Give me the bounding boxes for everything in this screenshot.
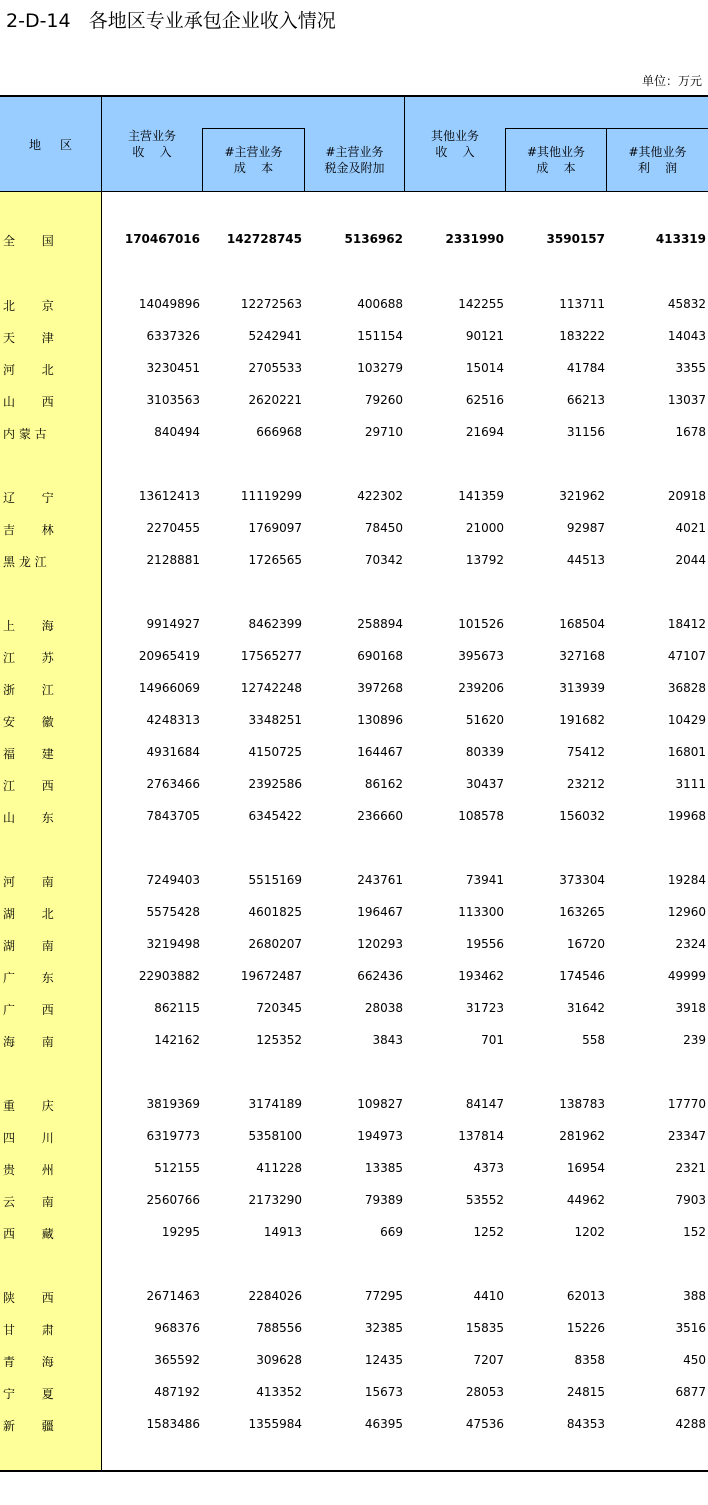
region-name: 吉 林 [3, 523, 54, 537]
value-cell: 3590157 [546, 232, 605, 246]
value-cell: 2671463 [146, 1289, 200, 1303]
value-cell: 373304 [559, 873, 605, 887]
table-row [0, 903, 708, 923]
region-name: 山 东 [3, 811, 54, 825]
value-cell: 397268 [357, 681, 403, 695]
value-cell: 142255 [458, 297, 504, 311]
header-other-cost: #其他业务 成 本 [526, 145, 586, 175]
value-cell: 701 [481, 1033, 504, 1047]
value-cell: 5515169 [248, 873, 302, 887]
value-cell: 4248313 [146, 713, 200, 727]
value-cell: 15673 [364, 1385, 403, 1399]
region-name: 内 蒙 古 [3, 427, 47, 441]
value-cell: 137814 [458, 1129, 504, 1143]
value-cell: 79389 [364, 1193, 403, 1207]
value-cell: 3230451 [146, 361, 200, 375]
region-name: 浙 江 [3, 683, 54, 697]
value-cell: 193462 [458, 969, 504, 983]
value-cell: 80339 [465, 745, 504, 759]
region-name: 安 徽 [3, 715, 54, 729]
value-cell: 788556 [256, 1321, 302, 1335]
value-cell: 4373 [473, 1161, 504, 1175]
value-cell: 92987 [566, 521, 605, 535]
value-cell: 2044 [675, 553, 706, 567]
value-cell: 29710 [364, 425, 403, 439]
value-cell: 388 [683, 1289, 706, 1303]
table-row [0, 967, 708, 987]
value-cell: 11119299 [240, 489, 302, 503]
value-cell: 47107 [667, 649, 706, 663]
table-row [0, 327, 708, 347]
header-other-income: 其他业务 收 入 [430, 129, 479, 159]
table-row-total [0, 230, 708, 250]
value-cell: 6877 [675, 1385, 706, 1399]
value-cell: 6345422 [248, 809, 302, 823]
value-cell: 1355984 [248, 1417, 302, 1431]
region-name: 贵 州 [3, 1163, 54, 1177]
region-name: 北 京 [3, 299, 54, 313]
value-cell: 78450 [364, 521, 403, 535]
value-cell: 17565277 [240, 649, 302, 663]
value-cell: 20918 [667, 489, 706, 503]
value-cell: 309628 [256, 1353, 302, 1367]
value-cell: 720345 [256, 1001, 302, 1015]
value-cell: 138783 [559, 1097, 605, 1111]
header-main-income: 主营业务 收 入 [127, 129, 176, 159]
header-subdivider [505, 128, 708, 129]
value-cell: 19295 [161, 1225, 200, 1239]
value-cell: 21000 [465, 521, 504, 535]
value-cell: 3516 [675, 1321, 706, 1335]
value-cell: 2620221 [248, 393, 302, 407]
region-name: 天 津 [3, 331, 54, 345]
header-divider [404, 97, 405, 192]
value-cell: 243761 [357, 873, 403, 887]
value-cell: 413352 [256, 1385, 302, 1399]
value-cell: 1769097 [248, 521, 302, 535]
value-cell: 862115 [154, 1001, 200, 1015]
value-cell: 422302 [357, 489, 403, 503]
value-cell: 13385 [364, 1161, 403, 1175]
table-row [0, 1095, 708, 1115]
value-cell: 19284 [667, 873, 706, 887]
value-cell: 10429 [667, 713, 706, 727]
value-cell: 669 [380, 1225, 403, 1239]
table-row [0, 1319, 708, 1339]
value-cell: 3111 [675, 777, 706, 791]
table-row [0, 1351, 708, 1371]
value-cell: 130896 [357, 713, 403, 727]
value-cell: 168504 [559, 617, 605, 631]
value-cell: 53552 [465, 1193, 504, 1207]
value-cell: 109827 [357, 1097, 403, 1111]
value-cell: 7249403 [146, 873, 200, 887]
value-cell: 3219498 [146, 937, 200, 951]
value-cell: 281962 [559, 1129, 605, 1143]
value-cell: 313939 [559, 681, 605, 695]
value-cell: 450 [683, 1353, 706, 1367]
value-cell: 31642 [566, 1001, 605, 1015]
value-cell: 4601825 [248, 905, 302, 919]
value-cell: 7843705 [146, 809, 200, 823]
value-cell: 12742248 [240, 681, 302, 695]
value-cell: 156032 [559, 809, 605, 823]
value-cell: 8358 [574, 1353, 605, 1367]
value-cell: 7207 [473, 1353, 504, 1367]
region-name: 江 西 [3, 779, 54, 793]
value-cell: 9914927 [146, 617, 200, 631]
table-row [0, 711, 708, 731]
table-row [0, 1159, 708, 1179]
value-cell: 142162 [154, 1033, 200, 1047]
value-cell: 196467 [357, 905, 403, 919]
value-cell: 3355 [675, 361, 706, 375]
region-name: 河 北 [3, 363, 54, 377]
value-cell: 365592 [154, 1353, 200, 1367]
value-cell: 7903 [675, 1193, 706, 1207]
value-cell: 30437 [465, 777, 504, 791]
region-name: 全 国 [3, 234, 54, 248]
value-cell: 18412 [667, 617, 706, 631]
value-cell: 22903882 [138, 969, 200, 983]
value-cell: 12272563 [240, 297, 302, 311]
table-row [0, 615, 708, 635]
region-name: 湖 南 [3, 939, 54, 953]
value-cell: 2705533 [248, 361, 302, 375]
table-row [0, 871, 708, 891]
table-row [0, 935, 708, 955]
value-cell: 16954 [566, 1161, 605, 1175]
value-cell: 125352 [256, 1033, 302, 1047]
value-cell: 3348251 [248, 713, 302, 727]
region-name: 青 海 [3, 1355, 54, 1369]
value-cell: 2324 [675, 937, 706, 951]
table-row [0, 1383, 708, 1403]
value-cell: 666968 [256, 425, 302, 439]
header-other-profit: #其他业务 利 润 [628, 145, 687, 175]
value-cell: 1202 [574, 1225, 605, 1239]
value-cell: 1726565 [248, 553, 302, 567]
value-cell: 6337326 [146, 329, 200, 343]
header-subdivider [202, 128, 304, 129]
value-cell: 151154 [357, 329, 403, 343]
value-cell: 395673 [458, 649, 504, 663]
value-cell: 12960 [667, 905, 706, 919]
value-cell: 16720 [566, 937, 605, 951]
value-cell: 73941 [465, 873, 504, 887]
value-cell: 174546 [559, 969, 605, 983]
value-cell: 16801 [667, 745, 706, 759]
value-cell: 49999 [667, 969, 706, 983]
table-row [0, 1127, 708, 1147]
region-name: 黑 龙 江 [3, 555, 47, 569]
value-cell: 31723 [465, 1001, 504, 1015]
value-cell: 13792 [465, 553, 504, 567]
region-column-bg [0, 192, 101, 1471]
header-region: 地 区 [28, 137, 73, 152]
table-row [0, 295, 708, 315]
table-row [0, 1415, 708, 1435]
value-cell: 3819369 [146, 1097, 200, 1111]
value-cell: 2270455 [146, 521, 200, 535]
value-cell: 79260 [364, 393, 403, 407]
value-cell: 120293 [357, 937, 403, 951]
table-row [0, 1223, 708, 1243]
value-cell: 4150725 [248, 745, 302, 759]
table-row [0, 551, 708, 571]
value-cell: 24815 [566, 1385, 605, 1399]
value-cell: 3843 [372, 1033, 403, 1047]
value-cell: 113711 [559, 297, 605, 311]
region-name: 河 南 [3, 875, 54, 889]
value-cell: 400688 [357, 297, 403, 311]
region-name: 海 南 [3, 1035, 54, 1049]
value-cell: 142728745 [226, 232, 302, 246]
value-cell: 194973 [357, 1129, 403, 1143]
value-cell: 41784 [566, 361, 605, 375]
table-row [0, 999, 708, 1019]
value-cell: 5242941 [248, 329, 302, 343]
region-name: 陕 西 [3, 1291, 54, 1305]
value-cell: 4410 [473, 1289, 504, 1303]
value-cell: 75412 [566, 745, 605, 759]
value-cell: 2284026 [248, 1289, 302, 1303]
value-cell: 258894 [357, 617, 403, 631]
value-cell: 14913 [263, 1225, 302, 1239]
value-cell: 5358100 [248, 1129, 302, 1143]
value-cell: 4021 [675, 521, 706, 535]
table-row [0, 679, 708, 699]
header-divider [606, 128, 607, 192]
value-cell: 13612413 [138, 489, 200, 503]
value-cell: 2763466 [146, 777, 200, 791]
table-row [0, 775, 708, 795]
value-cell: 170467016 [124, 232, 200, 246]
value-cell: 20965419 [138, 649, 200, 663]
value-cell: 191682 [559, 713, 605, 727]
value-cell: 23212 [566, 777, 605, 791]
value-cell: 411228 [256, 1161, 302, 1175]
region-name: 上 海 [3, 619, 54, 633]
table-header [0, 95, 708, 192]
header-main-cost: #主营业务 成 本 [224, 145, 283, 175]
value-cell: 2128881 [146, 553, 200, 567]
value-cell: 6319773 [146, 1129, 200, 1143]
value-cell: 45832 [667, 297, 706, 311]
value-cell: 19556 [465, 937, 504, 951]
value-cell: 77295 [364, 1289, 403, 1303]
value-cell: 44513 [566, 553, 605, 567]
region-name: 辽 宁 [3, 491, 54, 505]
value-cell: 5136962 [344, 232, 403, 246]
value-cell: 15226 [566, 1321, 605, 1335]
value-cell: 2560766 [146, 1193, 200, 1207]
value-cell: 23347 [667, 1129, 706, 1143]
value-cell: 46395 [364, 1417, 403, 1431]
value-cell: 13037 [667, 393, 706, 407]
value-cell: 36828 [667, 681, 706, 695]
value-cell: 2321 [675, 1161, 706, 1175]
table-row [0, 391, 708, 411]
value-cell: 17770 [667, 1097, 706, 1111]
table-bottom-border [0, 1470, 708, 1472]
value-cell: 239206 [458, 681, 504, 695]
value-cell: 2392586 [248, 777, 302, 791]
value-cell: 84147 [465, 1097, 504, 1111]
region-name: 重 庆 [3, 1099, 54, 1113]
value-cell: 14966069 [138, 681, 200, 695]
region-name: 西 藏 [3, 1227, 54, 1241]
value-cell: 2331990 [445, 232, 504, 246]
value-cell: 1252 [473, 1225, 504, 1239]
header-divider [304, 128, 305, 192]
value-cell: 28053 [465, 1385, 504, 1399]
value-cell: 51620 [465, 713, 504, 727]
value-cell: 4931684 [146, 745, 200, 759]
value-cell: 1583486 [146, 1417, 200, 1431]
header-divider [101, 97, 102, 192]
value-cell: 8462399 [248, 617, 302, 631]
value-cell: 32385 [364, 1321, 403, 1335]
value-cell: 86162 [364, 777, 403, 791]
value-cell: 28038 [364, 1001, 403, 1015]
table-row [0, 487, 708, 507]
value-cell: 113300 [458, 905, 504, 919]
value-cell: 14043 [667, 329, 706, 343]
table-row [0, 519, 708, 539]
value-cell: 101526 [458, 617, 504, 631]
header-main-tax: #主营业务 税金及附加 [324, 145, 385, 175]
value-cell: 558 [582, 1033, 605, 1047]
header-divider [505, 128, 506, 192]
header-divider [202, 128, 203, 192]
value-cell: 236660 [357, 809, 403, 823]
region-name: 新 疆 [3, 1419, 54, 1433]
value-cell: 163265 [559, 905, 605, 919]
region-name: 广 西 [3, 1003, 54, 1017]
value-cell: 183222 [559, 329, 605, 343]
region-name: 云 南 [3, 1195, 54, 1209]
value-cell: 14049896 [138, 297, 200, 311]
value-cell: 2680207 [248, 937, 302, 951]
region-name: 甘 肃 [3, 1323, 54, 1337]
value-cell: 62013 [566, 1289, 605, 1303]
region-name: 四 川 [3, 1131, 54, 1145]
value-cell: 512155 [154, 1161, 200, 1175]
table-row [0, 743, 708, 763]
region-name: 广 东 [3, 971, 54, 985]
value-cell: 1678 [675, 425, 706, 439]
value-cell: 84353 [566, 1417, 605, 1431]
table-row [0, 1287, 708, 1307]
value-cell: 327168 [559, 649, 605, 663]
value-cell: 108578 [458, 809, 504, 823]
region-name: 福 建 [3, 747, 54, 761]
value-cell: 690168 [357, 649, 403, 663]
value-cell: 4288 [675, 1417, 706, 1431]
value-cell: 3174189 [248, 1097, 302, 1111]
value-cell: 47536 [465, 1417, 504, 1431]
table-title: 2-D-14 各地区专业承包企业收入情况 [6, 10, 336, 32]
region-name: 湖 北 [3, 907, 54, 921]
table-row [0, 1191, 708, 1211]
value-cell: 152 [683, 1225, 706, 1239]
value-cell: 2173290 [248, 1193, 302, 1207]
value-cell: 487192 [154, 1385, 200, 1399]
value-cell: 15835 [465, 1321, 504, 1335]
value-cell: 90121 [465, 329, 504, 343]
table-row [0, 647, 708, 667]
region-column-divider [101, 192, 102, 1471]
table-row [0, 359, 708, 379]
value-cell: 413319 [655, 232, 706, 246]
value-cell: 5575428 [146, 905, 200, 919]
value-cell: 164467 [357, 745, 403, 759]
value-cell: 662436 [357, 969, 403, 983]
value-cell: 44962 [566, 1193, 605, 1207]
table-row [0, 1031, 708, 1051]
table-row [0, 423, 708, 443]
value-cell: 19968 [667, 809, 706, 823]
value-cell: 12435 [364, 1353, 403, 1367]
region-name: 江 苏 [3, 651, 54, 665]
value-cell: 21694 [465, 425, 504, 439]
value-cell: 70342 [364, 553, 403, 567]
region-name: 宁 夏 [3, 1387, 54, 1401]
value-cell: 66213 [566, 393, 605, 407]
value-cell: 15014 [465, 361, 504, 375]
table-row [0, 807, 708, 827]
value-cell: 321962 [559, 489, 605, 503]
value-cell: 840494 [154, 425, 200, 439]
value-cell: 62516 [465, 393, 504, 407]
value-cell: 141359 [458, 489, 504, 503]
region-name: 山 西 [3, 395, 54, 409]
value-cell: 3918 [675, 1001, 706, 1015]
unit-label: 单位：万元 [641, 74, 702, 88]
value-cell: 31156 [566, 425, 605, 439]
value-cell: 103279 [357, 361, 403, 375]
value-cell: 239 [683, 1033, 706, 1047]
value-cell: 968376 [154, 1321, 200, 1335]
value-cell: 3103563 [146, 393, 200, 407]
value-cell: 19672487 [240, 969, 302, 983]
